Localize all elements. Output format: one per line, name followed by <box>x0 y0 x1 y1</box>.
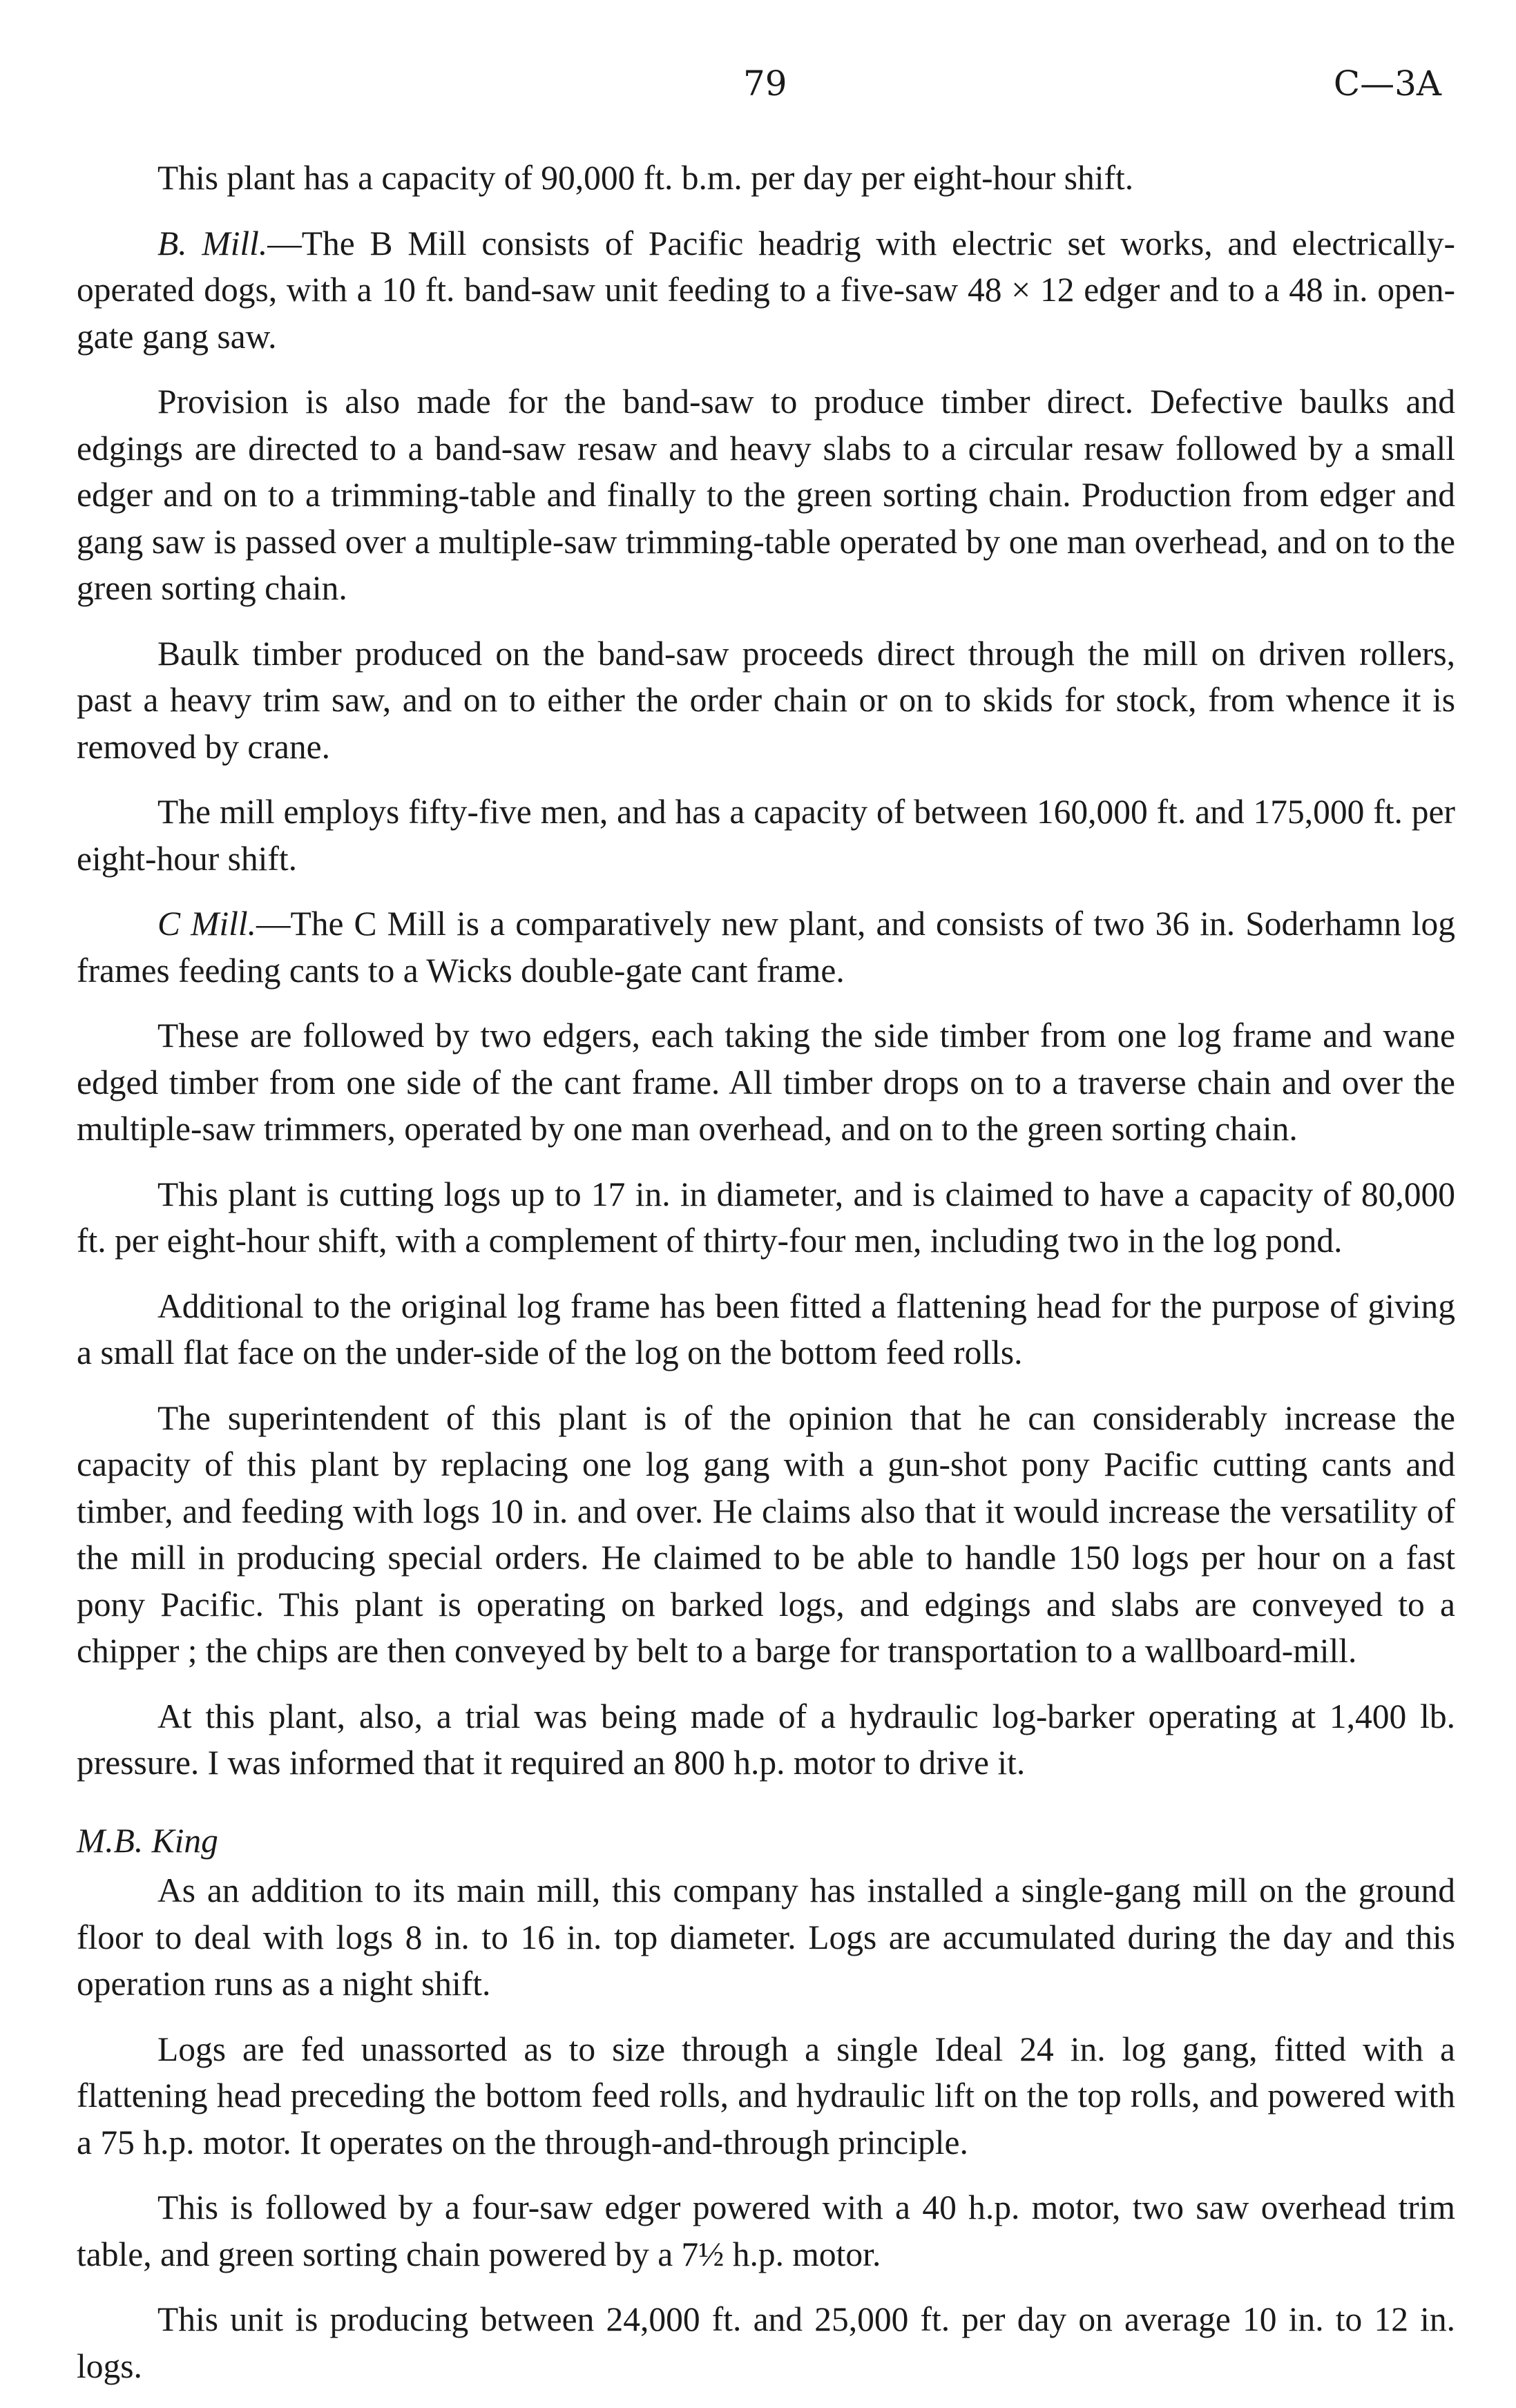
paragraph-10: The superintendent of this plant is of the opinion that he can considerably increase the capacity of this plant by replacing one log gang with a gun-shot pony Pacific cutting cants and timber, and feeding with logs 10 in. and over. He claims also that it would increase the versatility of the mill in producing special orders. He claimed to be able to handle 150 logs per hour on a fast pony Pacific. This plant is operating on barked logs, and edgings and slabs are conveyed to a chipper ; the chips are then conveyed by belt to a barge for transportation to a wallboard-mill. <box>77 1398 1455 1670</box>
c-mill-heading: C Mill. <box>157 905 256 943</box>
section-paragraph-3: This is followed by a four-saw edger powered with a 40 h.p. motor, two saw overhead trim table, and green sorting chain powered by a 7½ h.p. motor. <box>77 2188 1455 2273</box>
paragraph-c-mill: C Mill.—The C Mill is a comparatively new plant, and consists of two 36 in. Soderhamn log frames feeding cants to a Wicks double-gate cant frame. <box>77 905 1456 990</box>
paragraph-7: These are followed by two edgers, each taking the side timber from one log frame and wane edged timber from one side of the cant frame. All timber drops on to a traverse chain and over the multiple-saw trimmers, operated by one man overhead, and on to the green sorting chain. <box>77 1017 1455 1148</box>
paragraph-3: Provision is also made for the band-saw to produce timber direct. Defective baulks and edgings are directed to a band-saw resaw and heavy slabs to a circular resaw followed by a small edger and on to a trimming-table and finally to the green sorting chain. Production from edger and gang saw is passed over a multiple-saw trimming-table operated by one man overhead, and on to the green sorting chain. <box>77 383 1455 607</box>
section-paragraph-4: This unit is producing between 24,000 ft. and 25,000 ft. per day on average 10 in. to 12 in. logs. <box>77 2300 1455 2385</box>
section-title: M.B. King <box>77 1821 218 1860</box>
section-paragraph-1: As an addition to its main mill, this company has installed a single-gang mill on the ground floor to deal with logs 8 in. to 16 in. top diameter. Logs are accumulated during the day and this operation runs as a night shift. <box>77 1871 1455 2003</box>
body-text <box>77 155 1455 2408</box>
paragraph-5: The mill employs fifty-five men, and has a capacity of between 160,000 ft. and 175,000 ft. per eight-hour shift. <box>77 793 1455 878</box>
section-paragraph-2: Logs are fed unassorted as to size through a single Ideal 24 in. log gang, fitted with a flattening head preceding the bottom feed rolls, and hydraulic lift on the top rolls, and powered with a 75 h.p. motor. It operates on the through-and-through principle. <box>77 2030 1455 2161</box>
paragraph-1: This plant has a capacity of 90,000 ft. b.m. per day per eight-hour shift. <box>157 159 1134 197</box>
paragraph-8: This plant is cutting logs up to 17 in. in diameter, and is claimed to have a capacity of 80,000 ft. per eight-hour shift, with a complement of thirty-four men, including two in the log pond. <box>77 1175 1455 1260</box>
paragraph-4: Baulk timber produced on the band-saw proceeds direct through the mill on driven rollers, past a heavy trim saw, and on to either the order chain or on to skids for stock, from whence it is removed by crane. <box>77 634 1455 766</box>
b-mill-heading: B. Mill. <box>157 224 268 262</box>
page-number: 79 <box>743 64 787 104</box>
page-header <box>0 64 1516 112</box>
paragraph-b-mill: B. Mill.—The B Mill consists of Pacific headrig with electric set works, and electrically-operated dogs, with a 10 ft. band-saw unit feeding to a five-saw 48 × 12 edger and to a 48 in. open-gate gang saw. <box>77 224 1456 356</box>
paragraph-9: Additional to the original log frame has been fitted a flattening head for the purpose of giving a small flat face on the under-side of the log on the bottom feed rolls. <box>77 1287 1455 1371</box>
paragraph-11: At this plant, also, a trial was being made of a hydraulic log-barker operating at 1,400 lb. pressure. I was informed that it required an 800 h.p. motor to drive it. <box>77 1697 1455 1782</box>
section-code: C—3A <box>1333 64 1441 104</box>
